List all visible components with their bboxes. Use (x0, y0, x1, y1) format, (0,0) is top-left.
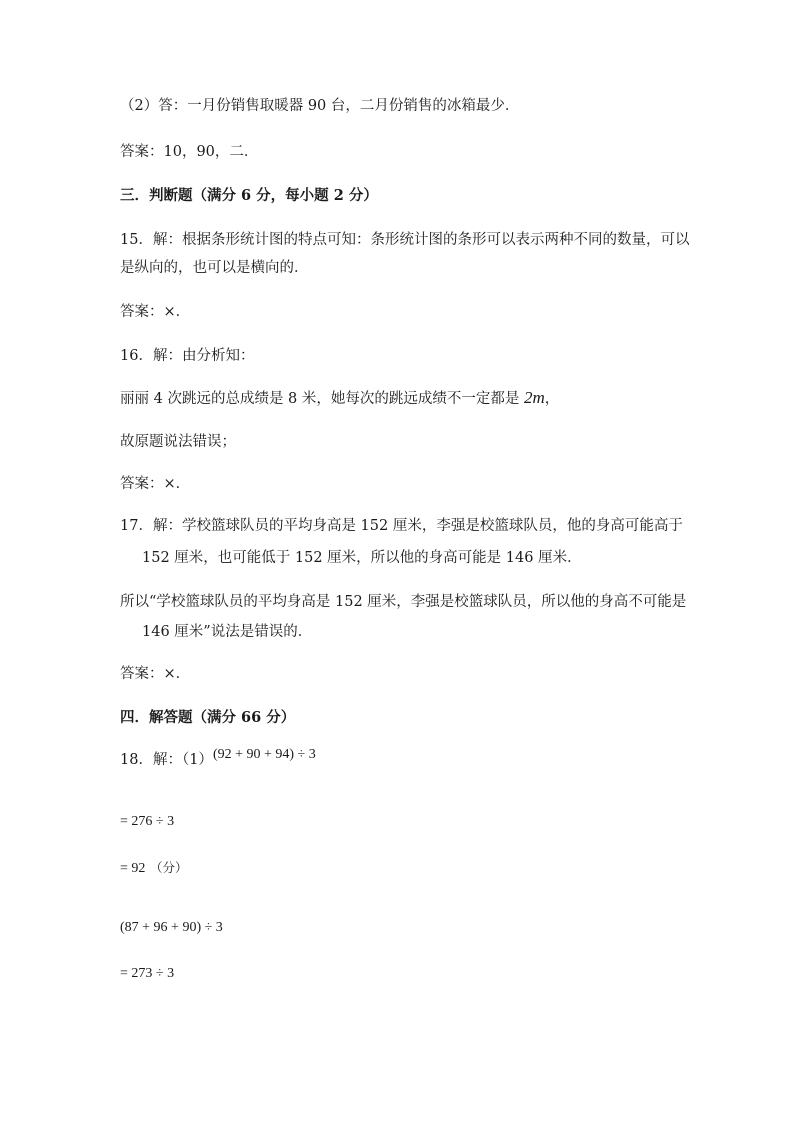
answer-2-line: （2）答：一月份销售取暖器 90 台，二月份销售的冰箱最少． (120, 98, 520, 114)
q18-prefix: 18．解：（1） (120, 752, 213, 768)
q17-answer: 答案：×． (120, 666, 191, 682)
q16-text-line3: 故原题说法错误； (120, 434, 236, 450)
q16-math-2m: 2m (524, 388, 545, 407)
equation-line-3: (87 + 96 + 90) ÷ 3 (120, 920, 223, 935)
q16-text-line2 (120, 388, 559, 409)
q16-text-prefix: 丽丽 4 次跳远的总成绩是 8 米，她每次的跳远成绩不一定都是 (120, 391, 524, 407)
equation-line-1: = 276 ÷ 3 (120, 814, 175, 829)
q17-text-line1: 17．解：学校篮球队员的平均身高是 152 厘米，李强是校篮球队员，他的身高可能高于 (120, 518, 683, 534)
equation-value: = 92 (120, 861, 146, 876)
q17-text-line2: 152 厘米，也可能低于 152 厘米，所以他的身高可能是 146 厘米． (142, 550, 582, 566)
q16-answer: 答案：×． (120, 476, 191, 492)
answer-summary-1: 答案：10，90，二． (120, 144, 259, 160)
q18-line1 (120, 747, 316, 771)
q18-expression: (92 + 90 + 94) ÷ 3 (212, 747, 316, 762)
q15-answer: 答案：×． (120, 304, 191, 320)
equation-line-4: = 273 ÷ 3 (120, 966, 175, 981)
q15-text-line2: 是纵向的，也可以是横向的． (120, 260, 309, 276)
unit-label: （分） (150, 860, 188, 875)
q17-text-line4: 146 厘米”说法是错误的． (142, 624, 313, 640)
equation-line-2 (120, 858, 188, 879)
q15-text-line1: 15．解：根据条形统计图的特点可知：条形统计图的条形可以表示两种不同的数量，可以 (120, 232, 690, 248)
q16-text-suffix: ， (544, 391, 560, 407)
section-heading-4: 四．解答题（满分 66 分） (120, 709, 296, 726)
section-heading-3: 三．判断题（满分 6 分，每小题 2 分） (120, 187, 378, 204)
q16-text-line1: 16．解：由分析知： (120, 348, 255, 364)
q17-text-line3: 所以“学校篮球队员的平均身高是 152 厘米，李强是校篮球队员，所以他的身高不可能是 (120, 594, 687, 610)
